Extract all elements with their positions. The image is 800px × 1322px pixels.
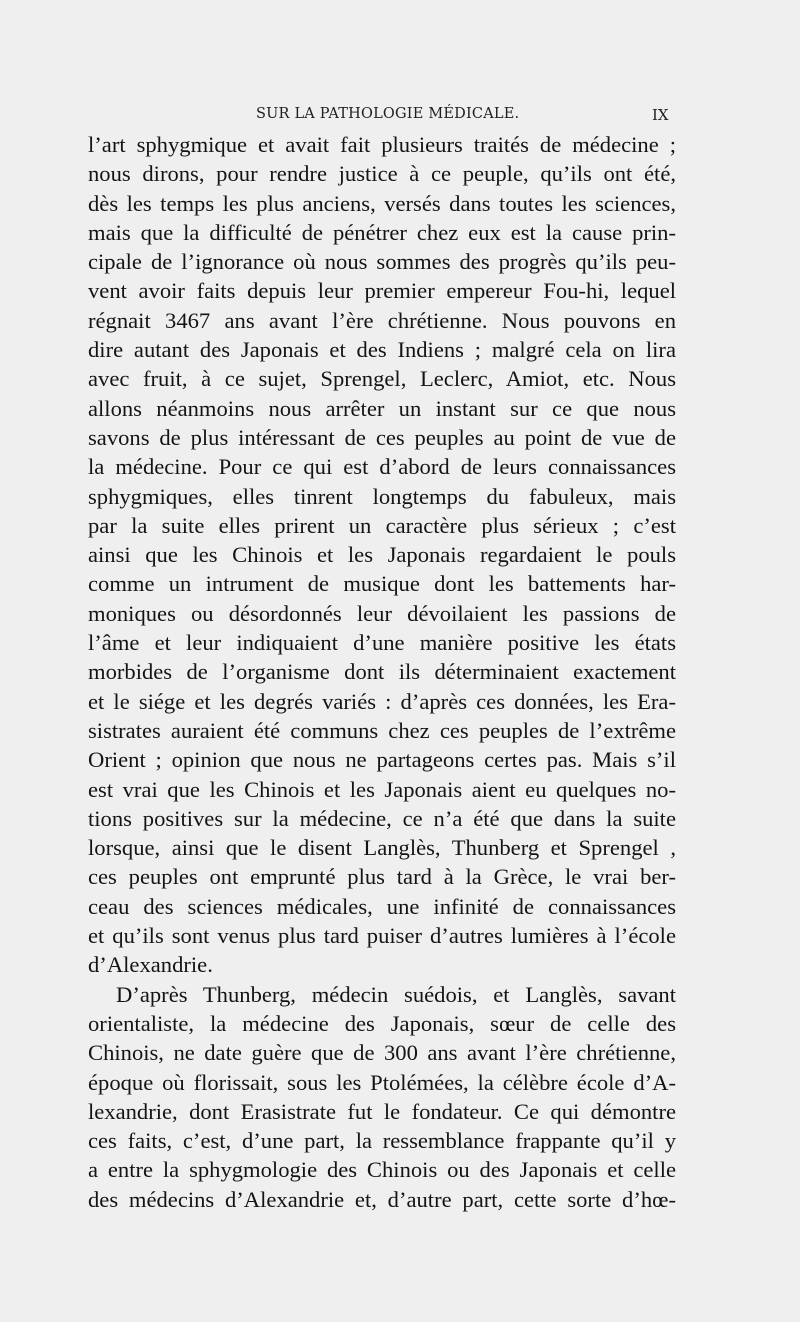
text-line: tions positives sur la médecine, ce n’a été que dans la suite	[88, 805, 676, 831]
text-line: l’art sphygmique et avait fait plusieurs traités de médecine ;	[88, 132, 676, 157]
text-line: allons néanmoins nous arrêter un instant sur ce que nous	[88, 395, 676, 421]
text-line: moniques ou désordonnés leur dévoilaient les passions de	[88, 600, 676, 626]
text-line: Chinois, ne date guère que de 300 ans avant l’ère chrétienne,	[88, 1040, 676, 1066]
running-head	[0, 106, 800, 128]
text-line: lexandrie, dont Erasistrate fut le fondateur. Ce qui démontre	[88, 1098, 676, 1124]
text-line: a entre la sphygmologie des Chinois ou des Japonais et celle	[88, 1157, 676, 1183]
text-line: mais que la difficulté de pénétrer chez eux est la cause prin-	[88, 219, 676, 245]
text-line: cipale de l’ignorance où nous sommes des progrès qu’ils peu-	[88, 249, 676, 275]
text-line: ces peuples ont emprunté plus tard à la Grèce, le vrai ber-	[88, 864, 676, 890]
text-line: orientaliste, la médecine des Japonais, sœur de celle des	[88, 1010, 676, 1036]
text-line: sphygmiques, elles tinrent longtemps du fabuleux, mais	[88, 483, 676, 509]
page-number: IX	[652, 106, 669, 124]
text-line: vent avoir faits depuis leur premier empereur Fou-hi, lequel	[88, 278, 676, 304]
body-text	[88, 130, 676, 1214]
text-line: sistrates auraient été communs chez ces peuples de l’extrême	[88, 717, 676, 743]
text-line: régnait 3467 ans avant l’ère chrétienne. Nous pouvons en	[88, 307, 676, 333]
text-line: époque où florissait, sous les Ptolémées, la célèbre école d’A-	[88, 1069, 676, 1095]
text-line: est vrai que les Chinois et les Japonais aient eu quelques no-	[88, 776, 676, 802]
text-line: et qu’ils sont venus plus tard puiser d’autres lumières à l’école	[88, 923, 676, 949]
text-line: nous dirons, pour rendre justice à ce peuple, qu’ils ont été,	[88, 161, 676, 187]
text-line: des médecins d’Alexandrie et, d’autre part, cette sorte d’hœ-	[88, 1186, 676, 1212]
text-line: l’âme et leur indiquaient d’une manière positive les états	[88, 630, 676, 656]
running-title: SUR LA PATHOLOGIE MÉDICALE.	[256, 106, 520, 122]
text-line: ces faits, c’est, d’une part, la ressemblance frappante qu’il y	[88, 1128, 676, 1154]
text-line: comme un intrument de musique dont les battements har-	[88, 571, 676, 597]
text-line: avec fruit, à ce sujet, Sprengel, Leclerc, Amiot, etc. Nous	[88, 366, 676, 392]
text-line: lorsque, ainsi que le disent Langlès, Thunberg et Sprengel ,	[88, 835, 676, 861]
text-line: et le siége et les degrés variés : d’après ces données, les Era-	[88, 688, 676, 714]
text-line: morbides de l’organisme dont ils déterminaient exactement	[88, 659, 676, 685]
text-line: ainsi que les Chinois et les Japonais regardaient le pouls	[88, 542, 676, 568]
text-line: dès les temps les plus anciens, versés dans toutes les sciences,	[88, 190, 676, 216]
text-line: savons de plus intéressant de ces peuples au point de vue de	[88, 424, 676, 450]
text-line: par la suite elles prirent un caractère plus sérieux ; c’est	[88, 512, 676, 538]
text-line: la médecine. Pour ce qui est d’abord de leurs connaissances	[88, 454, 676, 480]
text-line: d’Alexandrie.	[88, 952, 213, 978]
text-line: Orient ; opinion que nous ne partageons certes pas. Mais s’il	[88, 747, 676, 773]
paragraph-first-line: D’après Thunberg, médecin suédois, et Langlès, savant	[116, 981, 676, 1007]
text-line: dire autant des Japonais et des Indiens ; malgré cela on lira	[88, 337, 676, 363]
text-line: ceau des sciences médicales, une infinité de connaissances	[88, 893, 676, 919]
